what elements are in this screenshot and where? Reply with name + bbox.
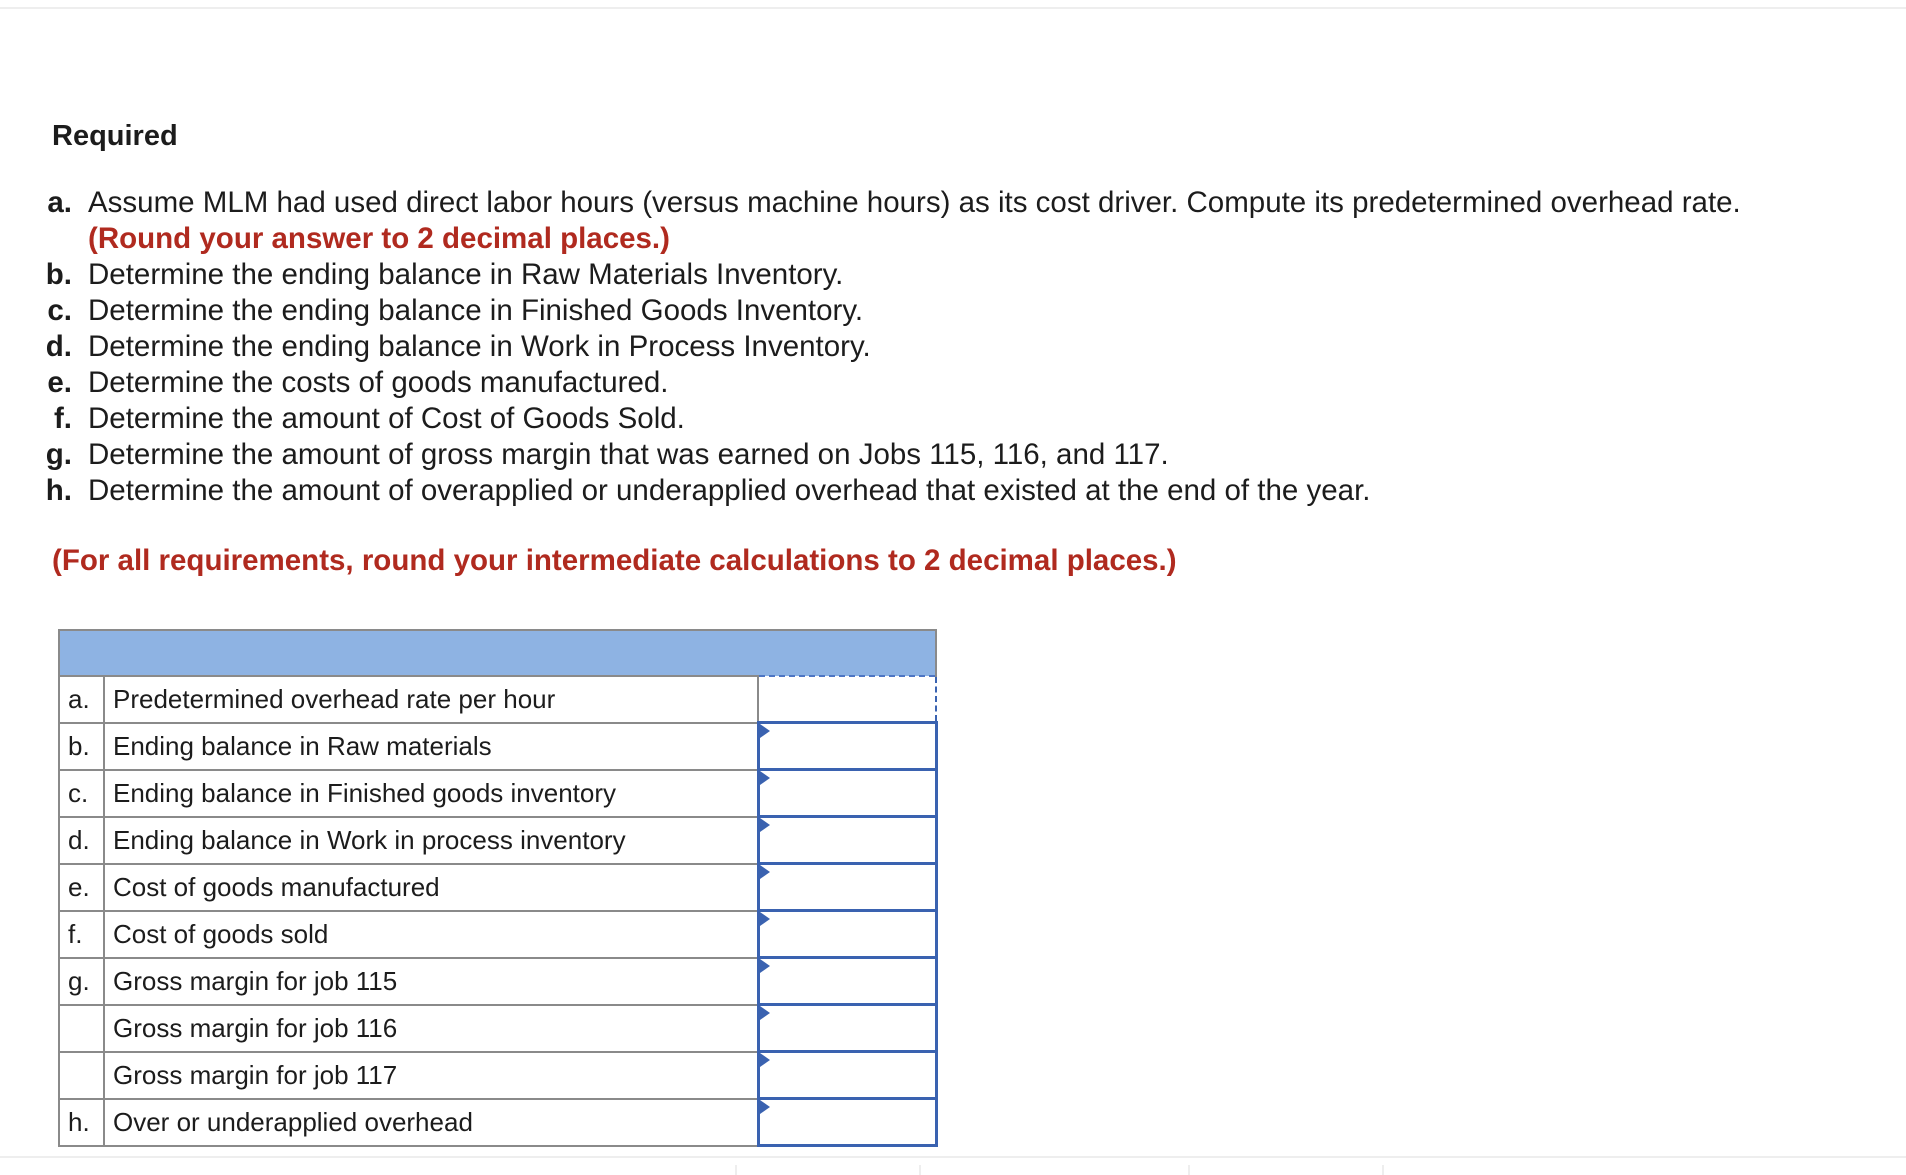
requirement-b [44,257,1894,293]
table-row [59,676,936,723]
row-letter: g. [59,958,104,1005]
cell-flag-icon [760,959,770,973]
table-row [59,911,936,958]
requirements-list [44,185,1894,509]
answer-cell[interactable] [758,723,936,770]
answer-input-b[interactable] [760,726,935,766]
cell-flag-icon [760,771,770,785]
table-row [59,770,936,817]
row-letter [59,1052,104,1099]
requirement-e [44,365,1894,401]
requirement-letter: h. [45,474,72,507]
table-row [59,1005,936,1052]
row-label: Gross margin for job 116 [104,1005,758,1052]
answer-cell[interactable] [758,911,936,958]
row-label: Cost of goods manufactured [104,864,758,911]
requirement-text: Determine the costs of goods manufactured. [88,366,669,399]
requirement-text: Determine the ending balance in Raw Materials Inventory. [88,258,844,291]
row-letter: d. [59,817,104,864]
table-row [59,1099,936,1146]
cell-flag-icon [760,818,770,832]
requirement-letter: c. [47,294,72,327]
tab-divider [735,1165,737,1175]
row-label: Ending balance in Work in process inventory [104,817,758,864]
tab-divider [1188,1165,1190,1175]
answer-input-d[interactable] [760,820,935,860]
row-label: Gross margin for job 117 [104,1052,758,1099]
requirement-d [44,329,1894,365]
answer-input-a[interactable] [759,679,935,719]
table-header [59,630,936,676]
cell-flag-icon [760,1006,770,1020]
tab-divider [1382,1165,1384,1175]
answer-input-g-117[interactable] [760,1055,935,1095]
row-label: Ending balance in Raw materials [104,723,758,770]
table-row [59,864,936,911]
table-header-row [59,630,936,676]
table-row [59,817,936,864]
section-heading: Required [52,120,178,152]
cell-flag-icon [760,724,770,738]
answer-cell[interactable] [758,676,936,723]
requirement-text: Determine the ending balance in Work in Process Inventory. [88,330,871,363]
row-label: Over or underapplied overhead [104,1099,758,1146]
bottom-divider [0,1156,1906,1158]
answer-table [58,629,938,1147]
answer-cell[interactable] [758,817,936,864]
row-letter: e. [59,864,104,911]
requirement-letter: f. [53,402,72,435]
requirement-f [44,401,1894,437]
requirement-text: Determine the amount of overapplied or underapplied overhead that existed at the end of the year. [88,474,1371,507]
requirement-letter: a. [47,186,72,219]
requirement-letter: b. [45,258,72,291]
answer-cell[interactable] [758,1052,936,1099]
requirement-letter: d. [45,330,72,363]
row-letter: f. [59,911,104,958]
requirement-text: Assume MLM had used direct labor hours (versus machine hours) as its cost driver. Compute its predetermined overhead rate. [88,186,1741,219]
requirement-letter: e. [47,366,72,399]
row-letter [59,1005,104,1052]
answer-input-e[interactable] [760,867,935,907]
row-letter: c. [59,770,104,817]
requirement-letter: g. [45,438,72,471]
requirement-h [44,473,1894,509]
cell-flag-icon [760,1100,770,1114]
cell-flag-icon [760,865,770,879]
cell-flag-icon [760,1053,770,1067]
row-letter: a. [59,676,104,723]
row-label: Ending balance in Finished goods inventory [104,770,758,817]
requirement-text: Determine the amount of gross margin that was earned on Jobs 115, 116, and 117. [88,438,1169,471]
answer-cell[interactable] [758,770,936,817]
requirement-g [44,437,1894,473]
answer-input-f[interactable] [760,914,935,954]
answer-input-g-115[interactable] [760,961,935,1001]
cell-flag-icon [760,912,770,926]
table-row [59,1052,936,1099]
requirement-text: Determine the ending balance in Finished Goods Inventory. [88,294,864,327]
answer-input-c[interactable] [760,773,935,813]
top-divider [0,7,1906,9]
rounding-note: (Round your answer to 2 decimal places.) [88,222,670,255]
answer-cell[interactable] [758,1099,936,1146]
requirement-a [44,185,1894,257]
tab-divider [919,1165,921,1175]
answer-input-g-116[interactable] [760,1008,935,1048]
table-row [59,958,936,1005]
row-letter: b. [59,723,104,770]
row-label: Gross margin for job 115 [104,958,758,1005]
row-label: Cost of goods sold [104,911,758,958]
table-row [59,723,936,770]
requirement-c [44,293,1894,329]
intermediate-rounding-note: (For all requirements, round your intermediate calculations to 2 decimal places.) [52,544,1177,577]
answer-cell[interactable] [758,864,936,911]
answer-cell[interactable] [758,1005,936,1052]
requirement-text: Determine the amount of Cost of Goods Sold. [88,402,685,435]
row-label: Predetermined overhead rate per hour [104,676,758,723]
answer-input-h[interactable] [760,1102,935,1142]
answer-cell[interactable] [758,958,936,1005]
row-letter: h. [59,1099,104,1146]
